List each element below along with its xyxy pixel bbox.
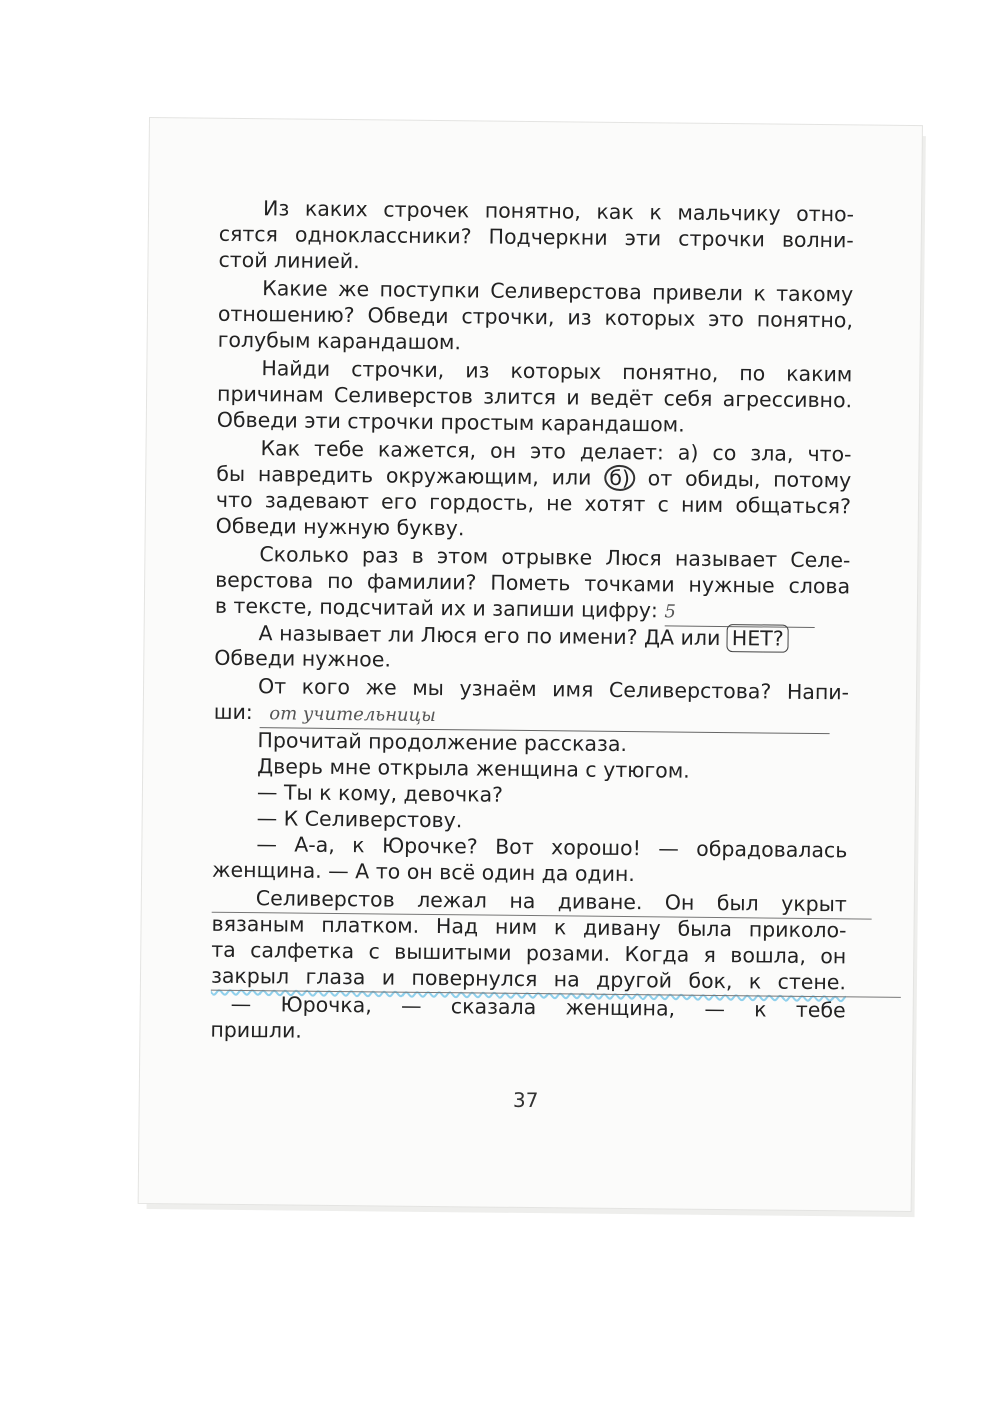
story-line: пришли. (210, 1017, 303, 1043)
text-line: Прочитай продолжение рассказа. (257, 728, 628, 757)
story-line: вязаным платком. Над ним к дивану была приколо- (211, 911, 847, 943)
line-fragment: А называет ли Люся его по имени? ДА или (258, 621, 728, 651)
story-line: — А-а, к Юрочке? Вот хорошо! — обрадовалась (256, 832, 848, 863)
story-line-highlighted: закрыл глаза и повернулся на другой бок, к стене. (210, 963, 847, 995)
text-line: Какие же поступки Селиверстова привели к такому (262, 276, 854, 307)
boxed-answer: НЕТ? (727, 624, 789, 653)
text-line: отношению? Обведи строчки, из которых это понятно, (217, 301, 854, 333)
story-line: Дверь мне открыла женщина с утюгом. (257, 754, 690, 783)
text-line: Обведи эти строчки простым карандашом. (216, 407, 685, 437)
line-fragment: в тексте, подсчитай их и запиши цифру: (214, 593, 659, 623)
story-line: — К Селиверстову. (256, 806, 463, 833)
story-line: — Ты к кому, девочка? (256, 780, 504, 807)
story-line: та салфетка с вышитыми розами. Когда я вошла, он (211, 937, 847, 969)
line-fragment: бы навредить окружающим, или (216, 461, 605, 490)
text-line: причинам Селиверстов злится и ведёт себя агрессивно. (216, 381, 853, 413)
text-line: Сколько раз в этом отрывке Люся называет Селе- (259, 542, 851, 573)
text-line: что задевают его гордость, не хотят с ним общаться? (215, 487, 852, 519)
page-number: 37 (512, 1087, 539, 1113)
handwritten-answer: от учительницы (259, 701, 829, 734)
story-line: Селиверстов лежал на диване. Он был укрыт (255, 886, 847, 917)
text-line: Найди строчки, из которых понятно, по каким (261, 356, 853, 387)
circled-answer: б) (604, 465, 635, 491)
text-line: стой линией. (218, 247, 360, 274)
text-line: Обведи нужное. (214, 645, 392, 672)
line-fragment: от обиды, потому (634, 466, 852, 493)
text-line: От кого же мы узнаём имя Селиверстова? Напи- (257, 674, 850, 705)
text-line: Из каких строчек понятно, как к мальчику отно- (262, 196, 855, 227)
text-line: Как тебе кажется, он это делает: а) со зла, что- (260, 436, 852, 467)
text-line: голубым карандашом. (217, 327, 462, 355)
workbook-page (139, 118, 922, 1211)
text-line: верстова по фамилии? Пометь точками нужные слова (215, 567, 851, 599)
story-line: женщина. — А то он всё один да один. (212, 857, 636, 887)
line-fragment: ши: (213, 699, 253, 725)
story-line: — Юрочка, — сказала женщина, — к тебе (230, 991, 846, 1023)
handwritten-count: 5 (664, 599, 814, 628)
text-line: сятся одноклассники? Подчеркни эти строчки волни- (218, 221, 854, 253)
text-line: Обведи нужную букву. (215, 513, 465, 541)
